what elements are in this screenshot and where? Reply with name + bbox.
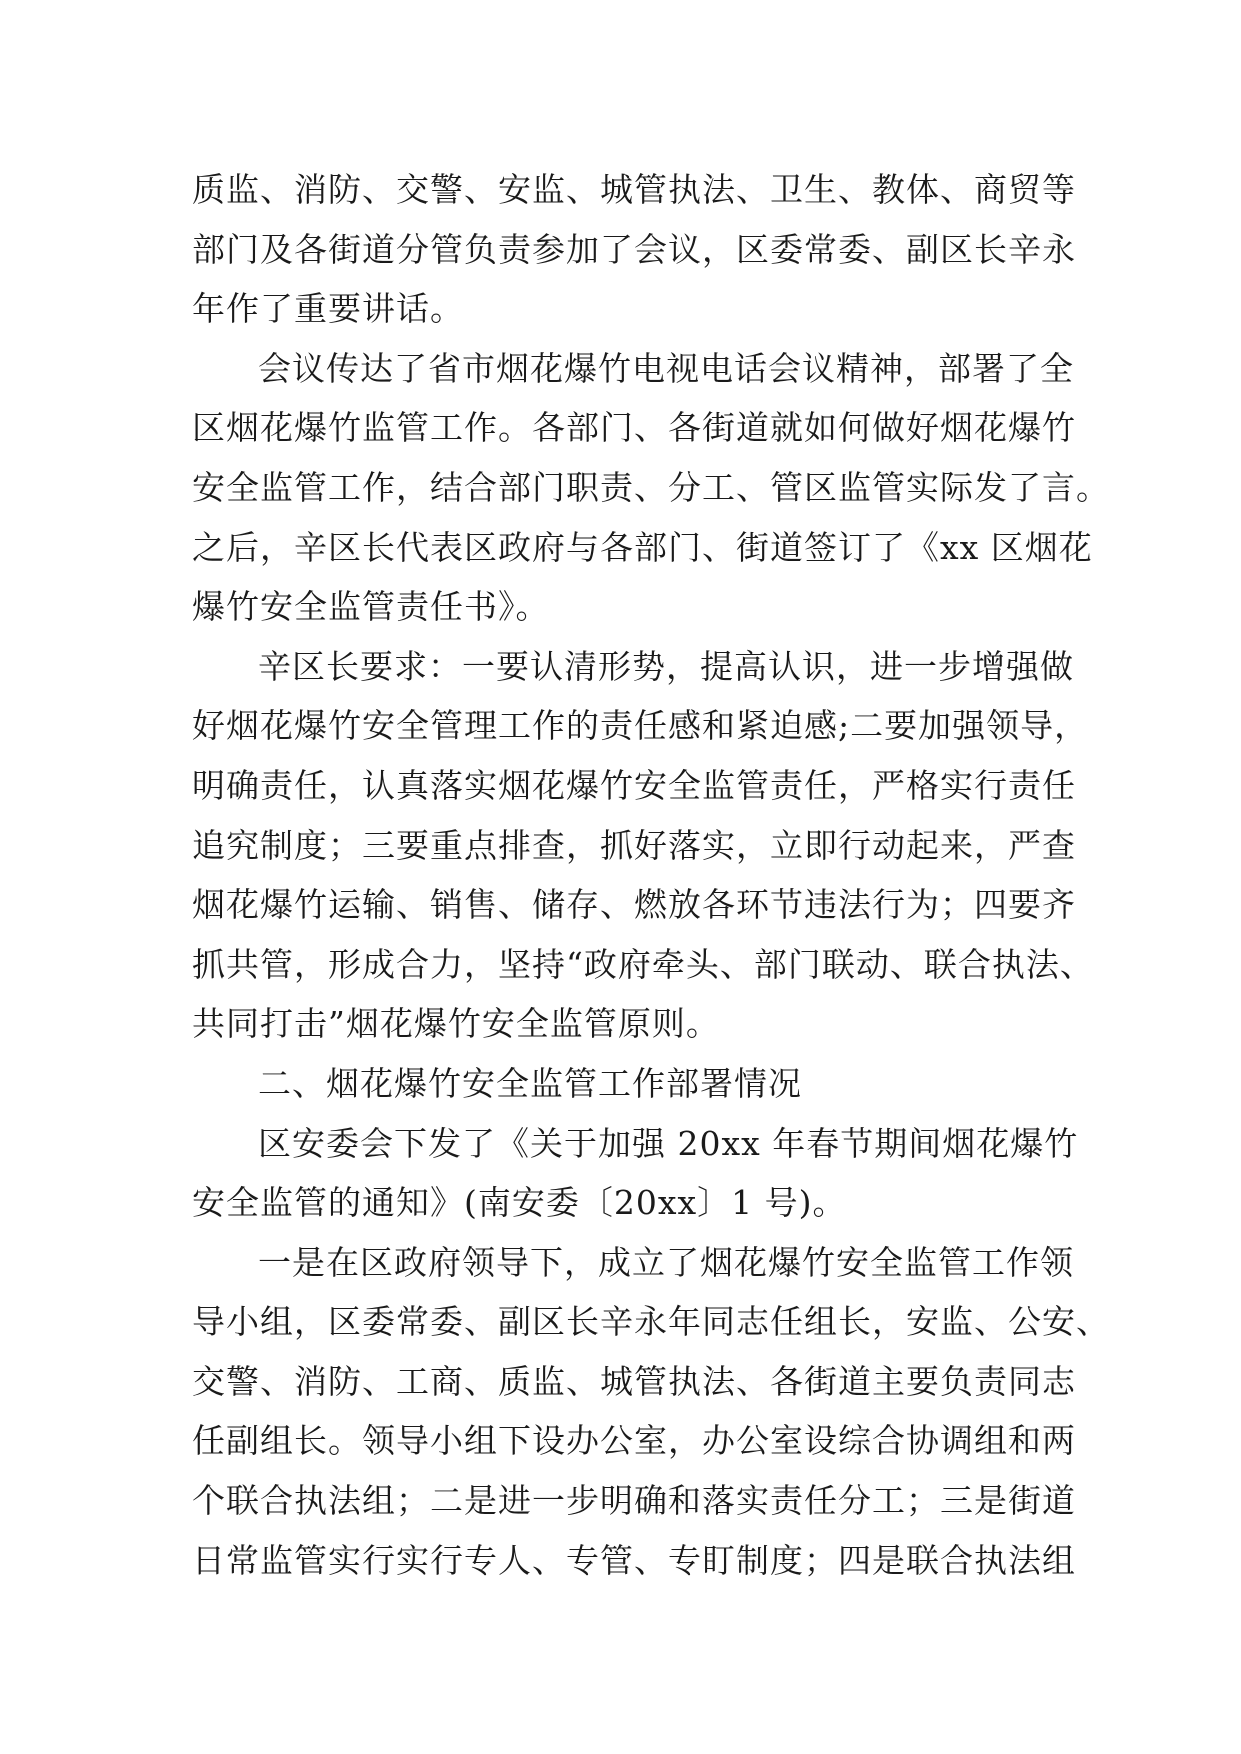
text-line: 会议传达了省市烟花爆竹电视电话会议精神，部署了全 xyxy=(258,348,1074,388)
text-line: 质监、消防、交警、安监、城管执法、卫生、教体、商贸等 xyxy=(192,170,1076,209)
text-line: 追究制度；三要重点排查，抓好落实，立即行动起来，严查 xyxy=(192,825,1076,865)
text-line: 抓共管，形成合力，坚持“政府牵头、部门联动、联合执法、 xyxy=(192,944,1094,984)
text-line: 烟花爆竹运输、销售、储存、燃放各环节违法行为；四要齐 xyxy=(192,885,1076,925)
text-line: 区烟花爆竹监管工作。各部门、各街道就如何做好烟花爆竹 xyxy=(192,408,1076,448)
document-body xyxy=(192,160,1110,1590)
text-line: 之后，辛区长代表区政府与各部门、街道签订了《xx 区烟花 xyxy=(192,527,1093,567)
text-line: 任副组长。领导小组下设办公室，办公室设综合协调组和两 xyxy=(192,1421,1076,1461)
text-line: 导小组，区委常委、副区长辛永年同志任组长，安监、公安、 xyxy=(192,1302,1110,1342)
text-line: 区安委会下发了《关于加强 20xx 年春节期间烟花爆竹 xyxy=(258,1123,1079,1163)
text-line: 年作了重要讲话。 xyxy=(192,289,464,329)
text-line: 部门及各街道分管负责参加了会议，区委常委、副区长辛永 xyxy=(192,229,1076,269)
section-heading: 二、烟花爆竹安全监管工作部署情况 xyxy=(258,1063,802,1103)
text-line: 安全监管的通知》(南安委〔20xx〕1 号)。 xyxy=(192,1183,847,1223)
text-line: 交警、消防、工商、质监、城管执法、各街道主要负责同志 xyxy=(192,1361,1076,1401)
text-line: 安全监管工作，结合部门职责、分工、管区监管实际发了言。 xyxy=(192,467,1110,507)
text-line: 日常监管实行实行专人、专管、专盯制度；四是联合执法组 xyxy=(192,1540,1076,1580)
text-line: 辛区长要求：一要认清形势，提高认识，进一步增强做 xyxy=(258,646,1074,686)
text-line: 爆竹安全监管责任书》。 xyxy=(192,587,550,627)
text-line: 个联合执法组；二是进一步明确和落实责任分工；三是街道 xyxy=(192,1481,1076,1521)
text-line: 明确责任，认真落实烟花爆竹安全监管责任，严格实行责任 xyxy=(192,765,1076,805)
text-line: 共同打击”烟花爆竹安全监管原则。 xyxy=(192,1004,720,1044)
text-line: 一是在区政府领导下，成立了烟花爆竹安全监管工作领 xyxy=(258,1242,1074,1282)
text-line: 好烟花爆竹安全管理工作的责任感和紧迫感;二要加强领导， xyxy=(192,706,1089,746)
